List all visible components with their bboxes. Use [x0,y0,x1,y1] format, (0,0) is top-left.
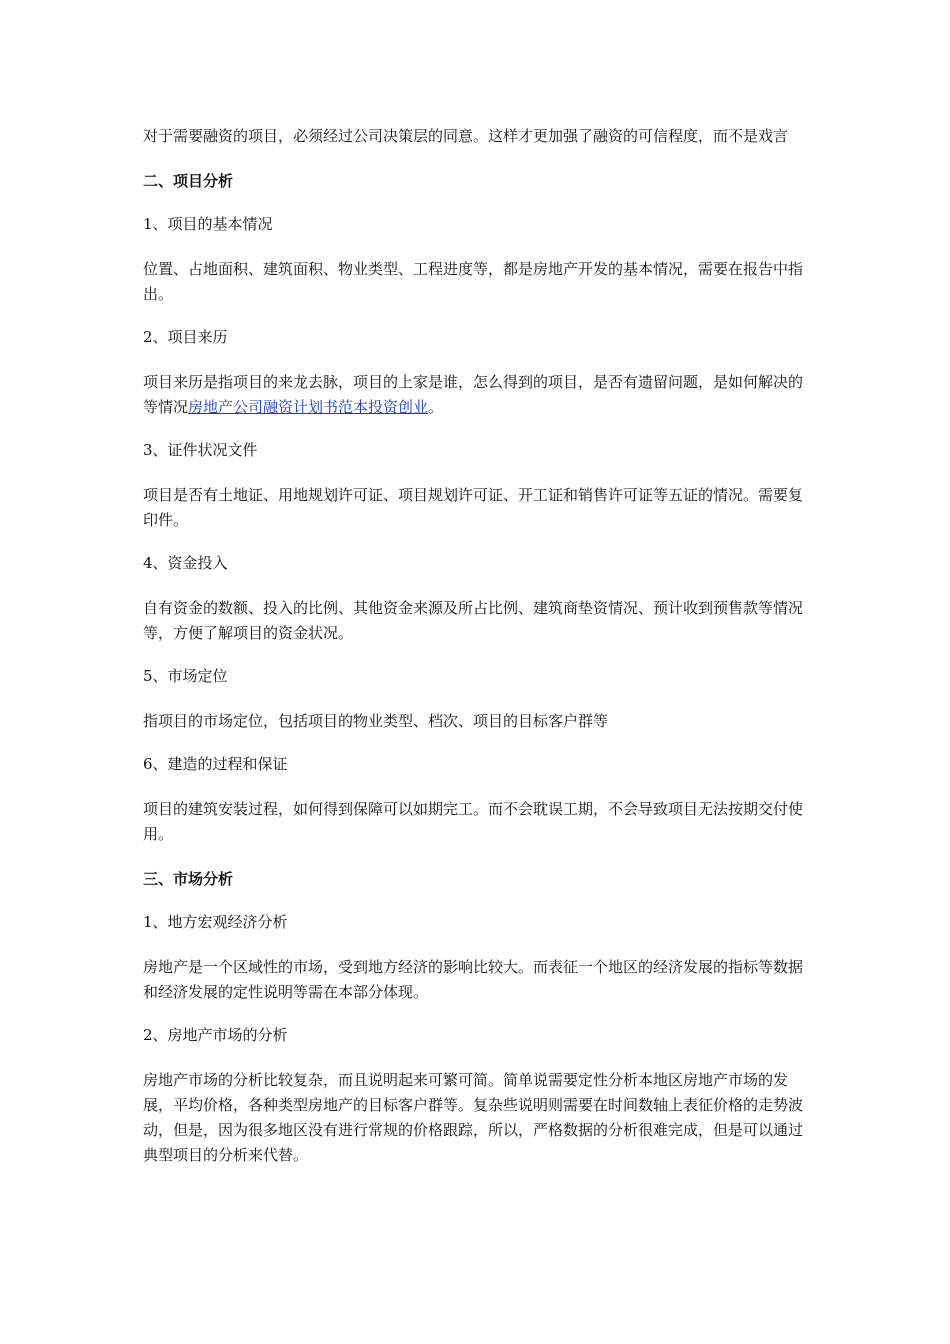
paragraph-project-origin-text: 项目来历是指项目的来龙去脉，项目的上家是谁，怎么得到的项目，是否有遗留问题，是如何解决的等情况 [143,373,804,416]
subheading-construction: 6、建造的过程和保证 [143,755,288,773]
paragraph-capital-input: 自有资金的数额、投入的比例、其他资金来源及所占比例、建筑商垫资情况、预计收到预售款等情况等，方便了解项目的资金状况。 [143,599,804,642]
paragraph-project-origin [143,370,808,420]
subheading-capital-input: 4、资金投入 [143,554,228,572]
paragraph-basic-info: 位置、占地面积、建筑面积、物业类型、工程进度等，都是房地产开发的基本情况，需要在报告中指出。 [143,260,804,303]
document-page [143,124,808,1168]
paragraph-construction: 项目的建筑安装过程，如何得到保障可以如期完工。而不会耽误工期，不会导致项目无法按期交付使用。 [143,800,804,843]
paragraph-macro-economy: 房地产是一个区域性的市场，受到地方经济的影响比较大。而表征一个地区的经济发展的指标等数据和经济发展的定性说明等需在本部分体现。 [143,958,804,1001]
paragraph-project-origin-tail: 。 [428,398,444,416]
paragraph-real-estate-market: 房地产市场的分析比较复杂，而且说明起来可繁可简。简单说需要定性分析本地区房地产市场的发展，平均价格，各种类型房地产的目标客户群等。复杂些说明则需要在时间数轴上表征价格的走势波动，但是，因为很多地区没有进行常规的价格跟踪，所以，严格数据的分析很难完成，但是可以通过典型项目的分析来代替。 [143,1071,804,1164]
section-heading-project-analysis: 二、项目分析 [143,172,234,190]
paragraph-intro: 对于需要融资的项目，必须经过公司决策层的同意。这样才更加强了融资的可信程度，而不是戏言 [143,127,789,145]
subheading-certificates: 3、证件状况文件 [143,441,258,459]
subheading-basic-info: 1、项目的基本情况 [143,215,273,233]
subheading-project-origin: 2、项目来历 [143,328,228,346]
subheading-market-positioning: 5、市场定位 [143,667,228,685]
financing-plan-link[interactable]: 房地产公司融资计划书范本投资创业 [188,398,429,416]
paragraph-certificates: 项目是否有土地证、用地规划许可证、项目规划许可证、开工证和销售许可证等五证的情况。需要复印件。 [143,486,804,529]
subheading-macro-economy: 1、地方宏观经济分析 [143,913,288,931]
section-heading-market-analysis: 三、市场分析 [143,870,234,888]
paragraph-market-positioning: 指项目的市场定位，包括项目的物业类型、档次、项目的目标客户群等 [143,712,609,730]
subheading-real-estate-market: 2、房地产市场的分析 [143,1026,288,1044]
